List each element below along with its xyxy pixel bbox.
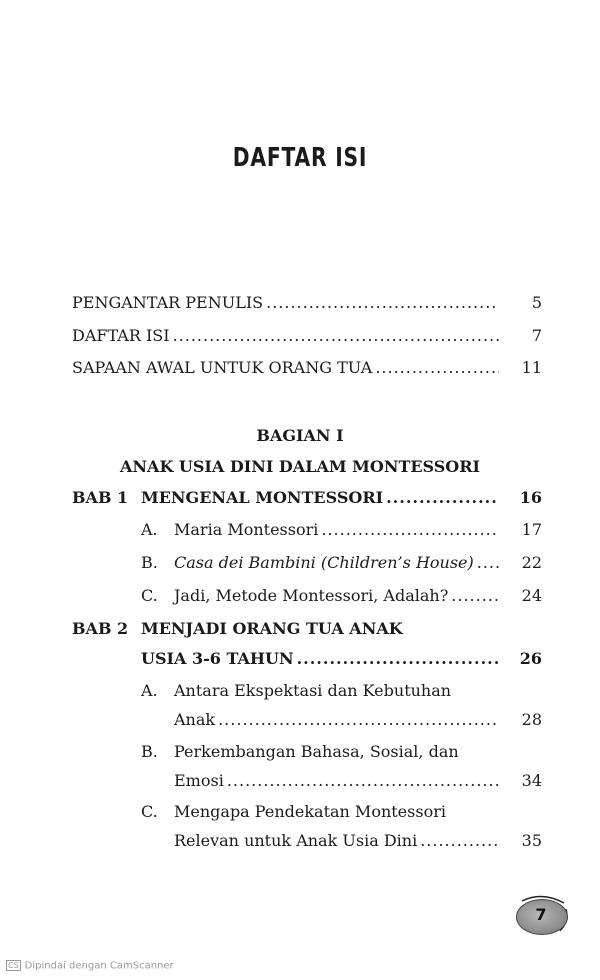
dot-leader xyxy=(420,831,499,850)
toc-entry-text: Relevan untuk Anak Usia Dini xyxy=(174,831,418,850)
toc-page-number: 22 xyxy=(521,553,542,572)
item-letter: A. xyxy=(141,520,158,539)
dot-leader xyxy=(321,520,499,539)
scanner-watermark xyxy=(6,960,174,972)
toc-entry-line1: Mengapa Pendekatan Montessori xyxy=(174,802,446,821)
toc-page-number: 5 xyxy=(531,293,542,312)
toc-page-number: 16 xyxy=(519,488,542,507)
dot-leader xyxy=(266,293,499,312)
bab2-title-line1: MENJADI ORANG TUA ANAK xyxy=(141,619,403,638)
toc-entry-pengantar xyxy=(72,293,542,312)
dot-leader xyxy=(451,586,499,605)
toc-entry-bab2-c xyxy=(174,831,542,850)
part-title: ANAK USIA DINI DALAM MONTESSORI xyxy=(119,457,481,476)
item-letter: C. xyxy=(141,586,158,605)
bab1-number: BAB 1 xyxy=(72,488,129,507)
toc-entry-text: MENGENAL MONTESSORI xyxy=(141,488,384,507)
toc-entry-text: USIA 3-6 TAHUN xyxy=(141,649,294,668)
item-letter: A. xyxy=(141,681,158,700)
toc-entry-bab1 xyxy=(141,488,542,507)
toc-entry-bab1-c xyxy=(174,586,542,605)
dot-leader xyxy=(173,326,499,345)
toc-entry-daftar-isi xyxy=(72,326,542,345)
toc-entry-line1: Perkembangan Bahasa, Sosial, dan xyxy=(174,742,459,761)
bab2-number: BAB 2 xyxy=(72,619,129,638)
dot-leader xyxy=(386,488,499,507)
toc-entry-text: Anak xyxy=(174,710,216,729)
page-number: 7 xyxy=(535,905,547,924)
toc-page-number: 24 xyxy=(521,586,542,605)
toc-page-number: 17 xyxy=(521,520,542,539)
toc-entry-text: Emosi xyxy=(174,771,224,790)
toc-entry-bab1-b xyxy=(174,553,542,572)
toc-entry-line1: Antara Ekspektasi dan Kebutuhan xyxy=(174,681,452,700)
toc-entry-bab2-a xyxy=(174,710,542,729)
toc-page-number: 7 xyxy=(531,326,542,345)
toc-page-number: 11 xyxy=(521,358,542,377)
item-letter: C. xyxy=(141,802,158,821)
toc-entry-bab1-a xyxy=(174,520,542,539)
dot-leader xyxy=(477,553,499,572)
toc-entry-bab2-b xyxy=(174,771,542,790)
dot-leader xyxy=(218,710,499,729)
dot-leader xyxy=(227,771,499,790)
toc-page-number: 28 xyxy=(521,710,542,729)
camscanner-logo: CS xyxy=(8,961,19,970)
item-letter: B. xyxy=(141,553,158,572)
toc-page-number: 26 xyxy=(519,649,542,668)
dot-leader xyxy=(297,649,499,668)
toc-entry-text: PENGANTAR PENULIS xyxy=(72,293,264,312)
toc-entry-sapaan xyxy=(72,358,542,377)
scanner-text: Dipindai dengan CamScanner xyxy=(24,960,174,972)
page-title: DAFTAR ISI xyxy=(232,143,368,173)
part-label: BAGIAN I xyxy=(256,426,344,445)
toc-entry-text: Maria Montessori xyxy=(174,520,319,539)
toc-page-number: 34 xyxy=(521,771,542,790)
toc-entry-text: Casa dei Bambini (Children’s House) xyxy=(174,553,474,572)
toc-entry-text: Jadi, Metode Montessori, Adalah? xyxy=(174,586,449,605)
toc-entry-bab2 xyxy=(141,649,542,668)
item-letter: B. xyxy=(141,742,158,761)
toc-entry-text: SAPAAN AWAL UNTUK ORANG TUA xyxy=(72,358,373,377)
page-number-badge xyxy=(512,893,570,937)
dot-leader xyxy=(375,358,499,377)
toc-page-number: 35 xyxy=(521,831,542,850)
toc-entry-text: DAFTAR ISI xyxy=(72,326,170,345)
